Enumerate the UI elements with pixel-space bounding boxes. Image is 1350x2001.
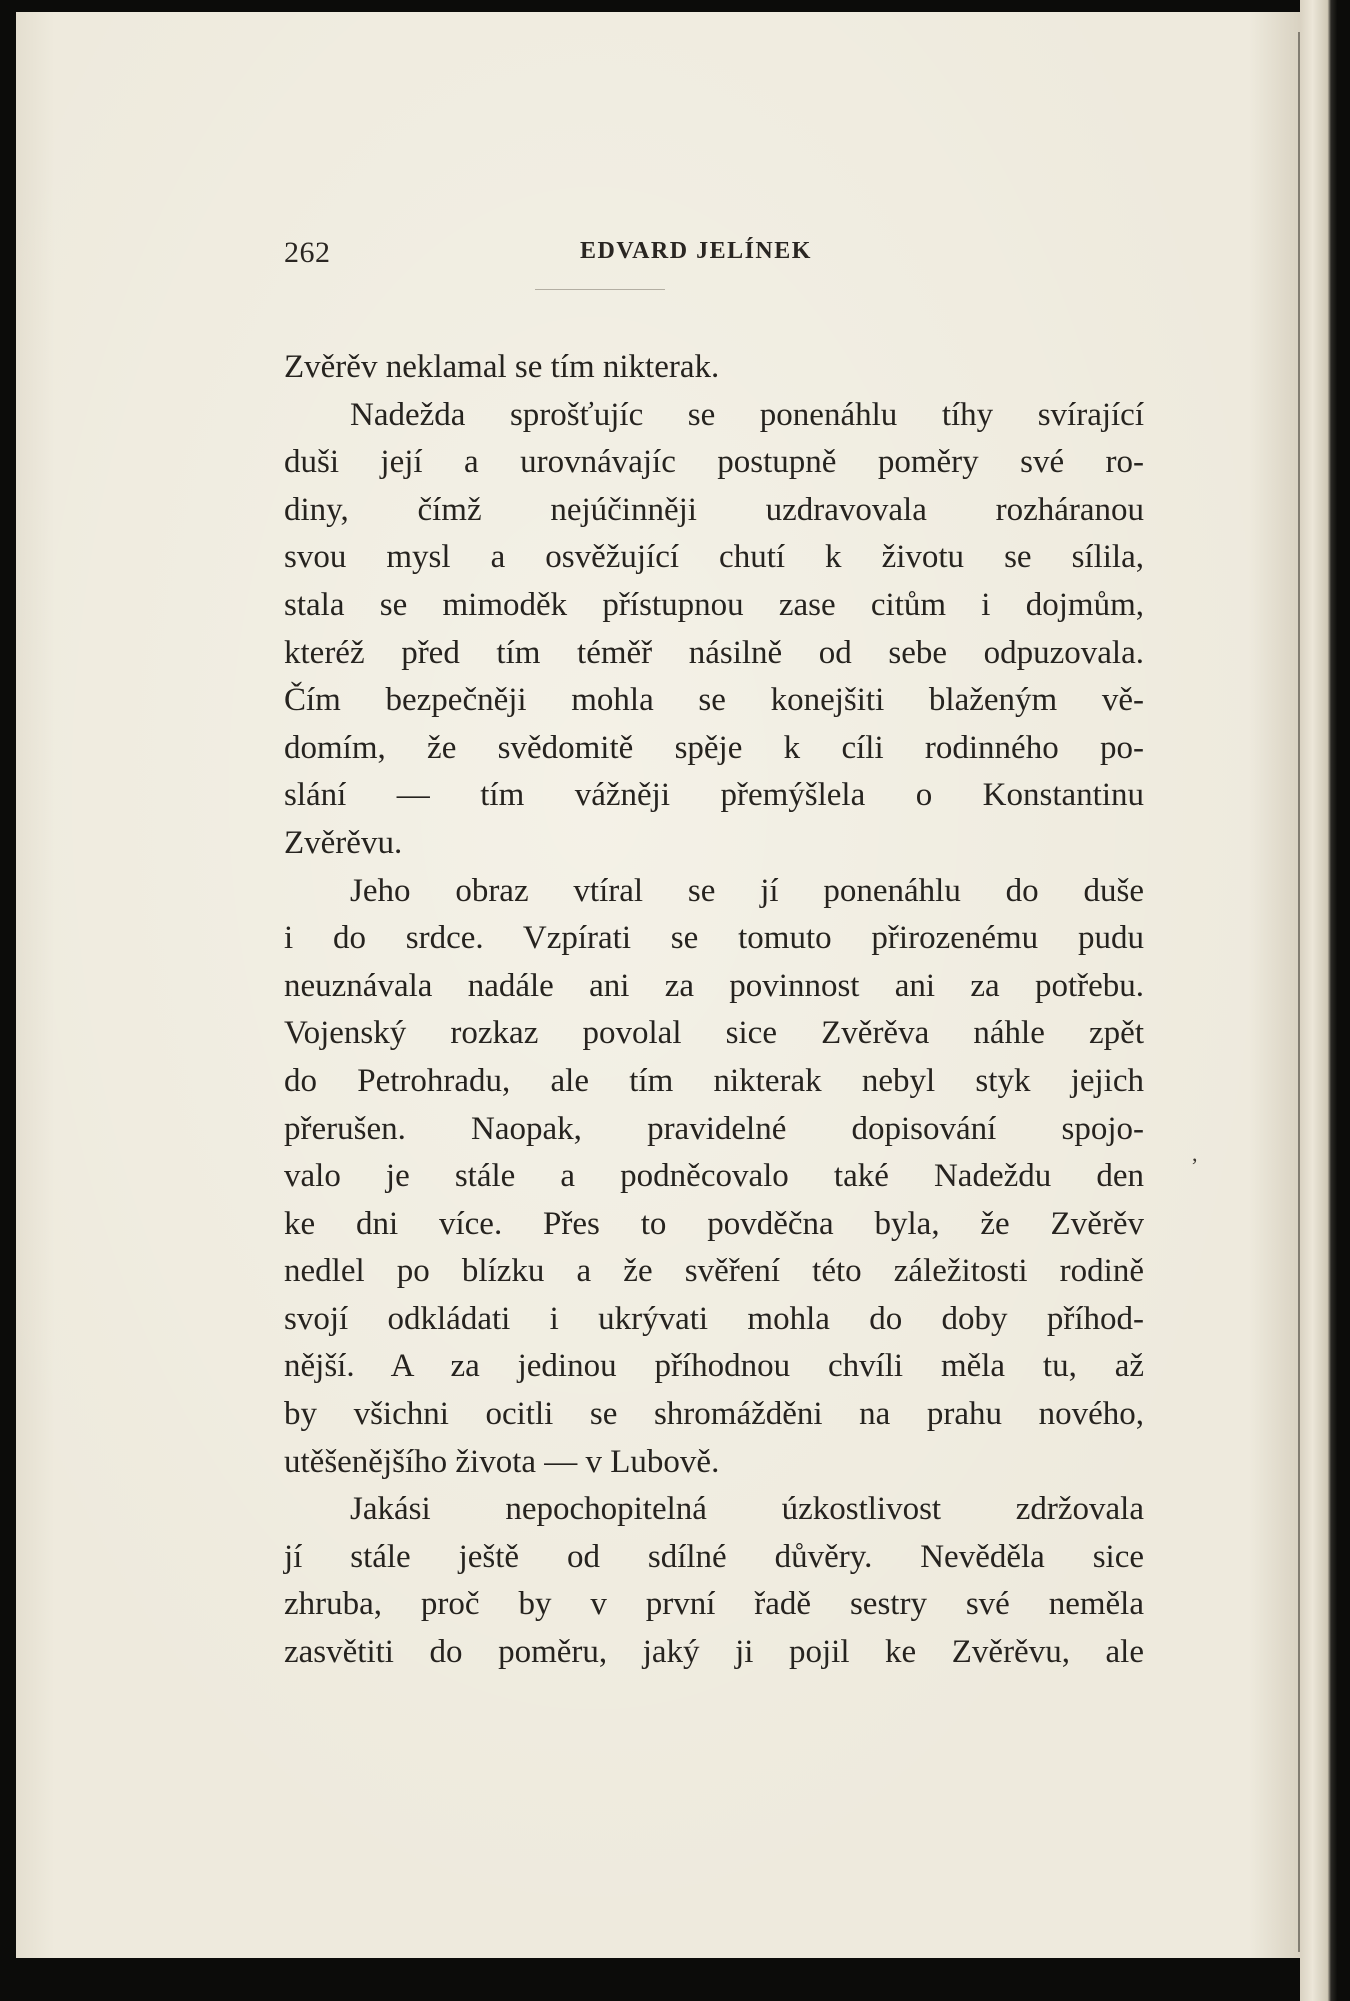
text-line: jí stále ještě od sdílné důvěry. Nevěděla sice	[284, 1538, 1144, 1575]
text-line: Čím bezpečněji mohla se konejšiti blaženým vě-	[284, 682, 1144, 719]
text-line: Nadežda sprošťujíc se ponenáhlu tíhy svírající	[350, 396, 1144, 433]
text-line: i do srdce. Vzpírati se tomuto přirozenému pudu	[284, 920, 1144, 957]
text-line: valo je stále a podněcovalo také Nadeždu den	[284, 1158, 1144, 1195]
text-line: neuznávala nadále ani za povinnost ani za potřebu.	[284, 967, 1144, 1004]
text-line: Zvěrěvu.	[284, 824, 403, 861]
text-line: svou mysl a osvěžující chutí k životu se sílila,	[284, 539, 1144, 576]
text-line: nější. A za jedinou příhodnou chvíli měla tu, až	[284, 1348, 1144, 1385]
text-line: přerušen. Naopak, pravidelné dopisování spojo-	[284, 1110, 1144, 1147]
text-line: zhruba, proč by v první řadě sestry své neměla	[284, 1586, 1144, 1623]
body-text	[284, 344, 1144, 1677]
margin-mark: ,	[1192, 1141, 1198, 1166]
running-head: EDVARD JELÍNEK	[580, 238, 812, 264]
text-line: svojí odkládati i ukrývati mohla do doby příhod-	[284, 1300, 1144, 1337]
book-gutter	[1300, 0, 1350, 2001]
text-line: slání — tím vážněji přemýšlela o Konstantinu	[284, 777, 1144, 814]
text-line: by všichni ocitli se shromážděni na prahu nového,	[284, 1396, 1144, 1433]
text-line: duši její a urovnávajíc postupně poměry své ro-	[284, 444, 1144, 481]
text-line: Zvěrěv neklamal se tím nikterak.	[284, 349, 720, 385]
text-line: Jakási nepochopitelná úzkostlivost zdržovala	[350, 1491, 1144, 1528]
header-rule	[535, 289, 665, 290]
text-line: diny, čímž nejúčinněji uzdravovala rozháranou	[284, 491, 1144, 528]
text-line: do Petrohradu, ale tím nikterak nebyl styk jejich	[284, 1062, 1144, 1099]
text-line: nedlel po blízku a že svěření této záležitosti rodině	[284, 1253, 1144, 1290]
text-line: zasvětiti do poměru, jaký ji pojil ke Zvěrěvu, ale	[284, 1634, 1144, 1671]
text-line: stala se mimoděk přístupnou zase citům i dojmům,	[284, 586, 1144, 623]
text-line: Jeho obraz vtíral se jí ponenáhlu do duše	[350, 872, 1144, 909]
text-line: Vojenský rozkaz povolal sice Zvěrěva náhle zpět	[284, 1015, 1144, 1052]
page-header	[284, 236, 1144, 280]
text-line: utěšenějšího života — v Lubově.	[284, 1443, 720, 1480]
text-line: ke dni více. Přes to povděčna byla, že Zvěrěv	[284, 1205, 1144, 1242]
text-line: kteréž před tím téměř násilně od sebe odpuzovala.	[284, 634, 1144, 671]
page-number: 262	[284, 236, 331, 269]
text-line: domím, že svědomitě spěje k cíli rodinného po-	[284, 729, 1144, 766]
